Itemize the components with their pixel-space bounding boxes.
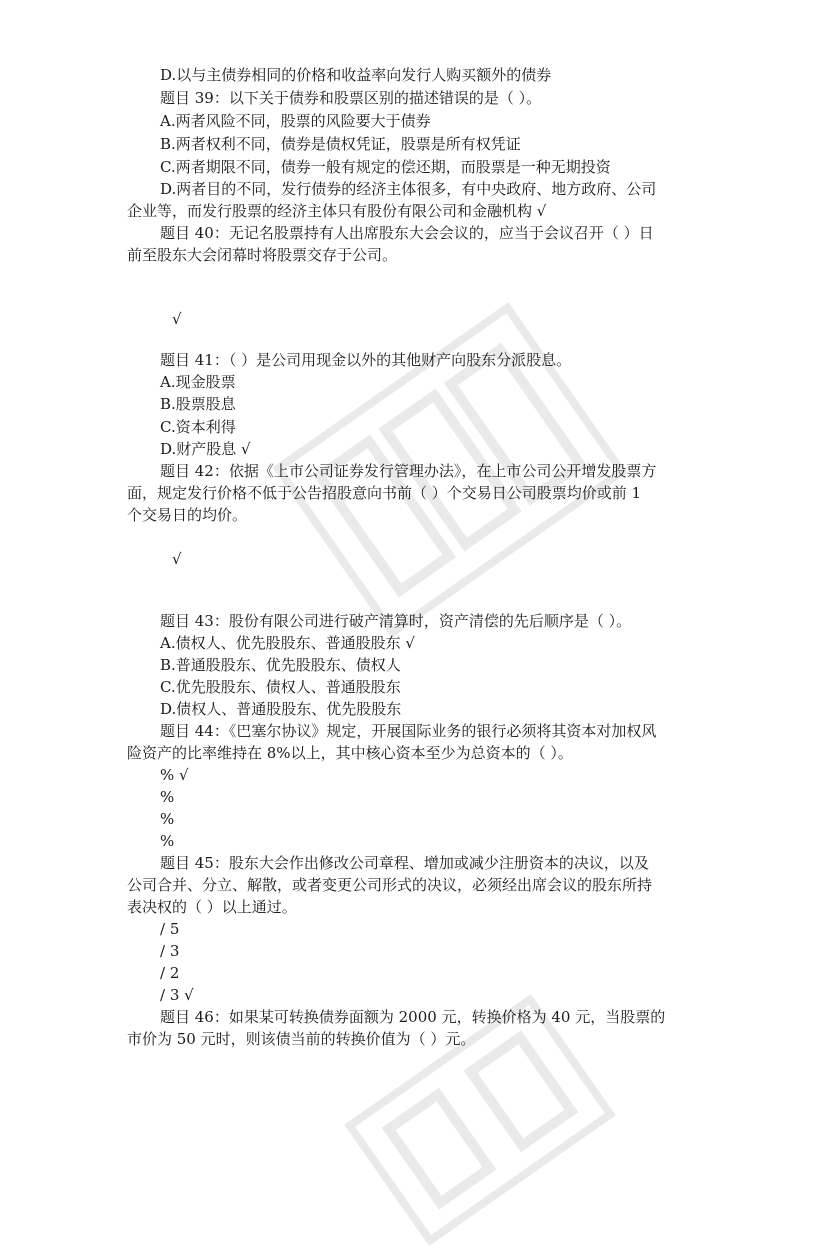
q41-option-c: C.资本利得	[160, 418, 236, 436]
q43-option-c: C.优先股股东、债权人、普通股股东	[160, 678, 401, 696]
q39-option-a: A.两者风险不同，股票的风险要大于债券	[160, 112, 431, 130]
q42-title: 题目 42：依据《上市公司证券发行管理办法》，在上市公司公开增发股票方	[160, 462, 657, 480]
q39-option-c: C.两者期限不同，债券一般有规定的偿还期，而股票是一种无期投资	[160, 158, 611, 176]
q45-title: 题目 45：股东大会作出修改公司章程、增加或减少注册资本的决议，以及	[160, 854, 649, 872]
q45-option-a: / 5	[160, 920, 180, 938]
q39-title: 题目 39：以下关于债券和股票区别的描述错误的是（ ）。	[160, 89, 542, 107]
q40-title-cont: 前至股东大会闭幕时将股票交存于公司。	[127, 246, 398, 264]
q41-option-b: B.股票股息	[160, 395, 236, 413]
q45-title-cont2: 表决权的（ ）以上通过。	[127, 898, 297, 916]
q46-title-cont: 市价为 50 元时，则该债当前的转换价值为（ ）元。	[127, 1030, 476, 1048]
q45-option-c: / 2	[160, 964, 180, 982]
q39-option-d: D.两者目的不同，发行债券的经济主体很多，有中央政府、地方政府、公司	[160, 180, 657, 198]
q39-option-b: B.两者权利不同，债券是债权凭证，股票是所有权凭证	[160, 135, 521, 153]
q43-option-d: D.债权人、普通股股东、优先股股东	[160, 700, 402, 718]
q44-option-a: % √	[160, 766, 189, 784]
q43-option-a: A.债权人、优先股股东、普通股股东 √	[160, 634, 415, 652]
q45-option-b: / 3	[160, 942, 180, 960]
q39-option-d-cont: 企业等，而发行股票的经济主体只有股份有限公司和金融机构 √	[127, 202, 547, 220]
q40-title: 题目 40：无记名股票持有人出席股东大会会议的，应当于会议召开（ ）日	[160, 224, 654, 242]
q43-option-b: B.普通股股东、优先股股东、债权人	[160, 656, 401, 674]
q42-check: √	[172, 550, 182, 568]
q45-title-cont: 公司合并、分立、解散，或者变更公司形式的决议，必须经出席会议的股东所持	[127, 876, 653, 894]
q43-title: 题目 43：股份有限公司进行破产清算时，资产清偿的先后顺序是（ ）。	[160, 612, 632, 630]
q45-option-d: / 3 √	[160, 986, 194, 1004]
q46-title: 题目 46：如果某可转换债券面额为 2000 元，转换价格为 40 元，当股票的	[160, 1008, 666, 1026]
q42-title-cont2: 个交易日的均价。	[127, 506, 248, 524]
q44-title: 题目 44：《巴塞尔协议》规定，开展国际业务的银行必须将其资本对加权风	[160, 722, 657, 740]
q41-option-d: D.财产股息 √	[160, 440, 251, 458]
q44-option-c: %	[160, 810, 175, 828]
q38-option-d: D.以与主债券相同的价格和收益率向发行人购买额外的债券	[160, 66, 552, 84]
q41-title: 题目 41：（ ）是公司用现金以外的其他财产向股东分派股息。	[160, 351, 572, 369]
q42-title-cont: 面，规定发行价格不低于公告招股意向书前（ ）个交易日公司股票均价或前 1	[127, 484, 642, 502]
q44-option-b: %	[160, 788, 175, 806]
q44-title-cont: 险资产的比率维持在 8%以上，其中核心资本至少为总资本的（ ）。	[127, 744, 573, 762]
q41-option-a: A.现金股票	[160, 373, 236, 391]
q40-check: √	[172, 310, 182, 328]
q44-option-d: %	[160, 832, 175, 850]
